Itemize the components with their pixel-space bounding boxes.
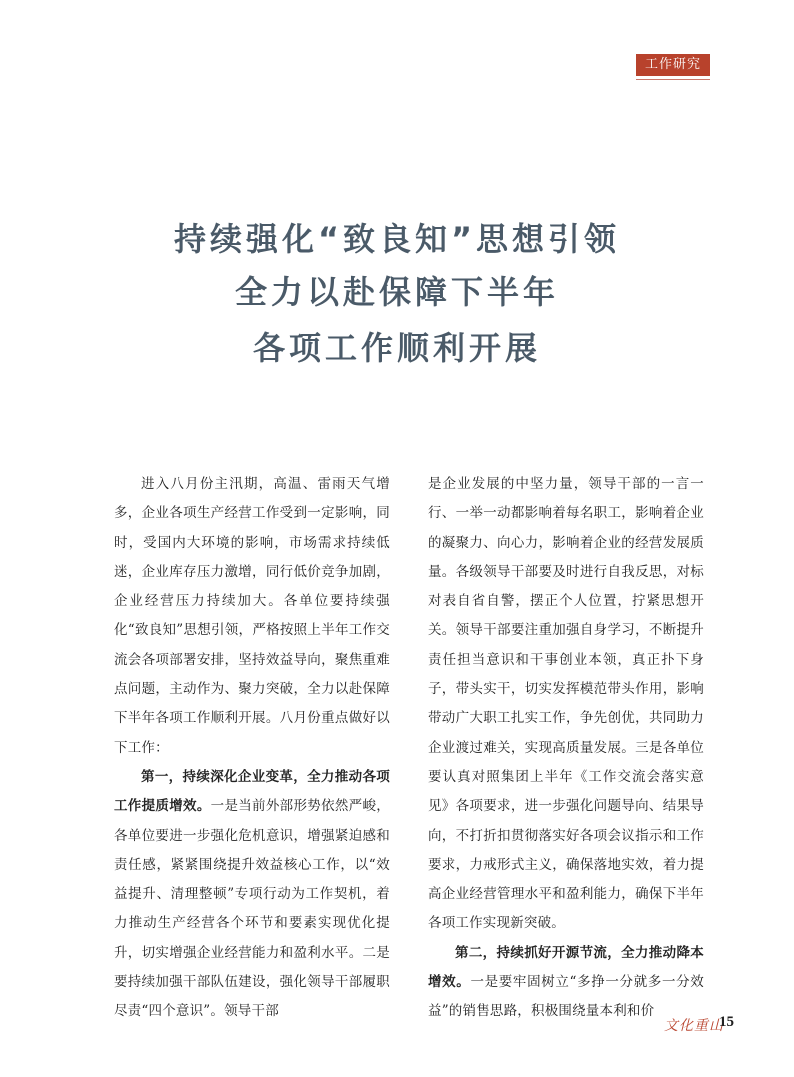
magazine-logo: 文化重山 <box>664 1018 724 1034</box>
page-number: 15 <box>719 1014 734 1030</box>
paragraph-second-point <box>428 939 704 1027</box>
paragraph-intro: 进入八月份主汛期，高温、雷雨天气增多，企业各项生产经营工作受到一定影响，同时，受国内大环境的影响，市场需求持续低迷，企业库存压力激增，同行低价竞争加剧，企业经营压力持续加大。各单位要持续强化“致良知”思想引领，严格按照上半年工作交流会各项部署安排，坚持效益导向，聚焦重难点问题，主动作为、聚力突破，全力以赴保障下半年各项工作顺利开展。八月份重点做好以下工作： <box>114 476 390 756</box>
article-title-line-2: 全力以赴保障下半年 <box>234 273 559 311</box>
paragraph-first-point <box>114 763 390 1027</box>
section-tag-underline <box>636 79 710 80</box>
first-point-body: 一是当前外部形势依然严峻，各单位要进一步强化危机意识，增强紧迫感和责任感，紧紧围绕提升效益核心工作，以“效益提升、清理整顿”专项行动为工作契机，着力推动生产经营各个环节和要素实现优化提升，切实增强企业经营能力和盈利水平。二是要持续加强干部队伍建设，强化领导干部履职尽责“四个意识”。领导干部 <box>114 798 390 1020</box>
article-title-line-3: 各项工作顺利开展 <box>252 329 541 367</box>
left-column <box>114 470 390 1027</box>
first-point-heading: 第一，持续深化企业变革，全力推动各项工作提质增效。 <box>114 768 390 815</box>
paragraph-first-point-continued: 是企业发展的中坚力量，领导干部的一言一行、一举一动都影响着每名职工，影响着企业的凝聚力、向心力，影响着企业的经营发展质量。各级领导干部要及时进行自我反思，对标对表自省自警，摆正个人位置，拧紧思想开关。领导干部要注重加强自身学习，不断提升责任担当意识和干事创业本领，真正扑下身子，带头实干，切实发挥模范带头作用，影响带动广大职工扎实工作，争先创优，共同助力企业渡过难关，实现高质量发展。三是各单位要认真对照集团上半年《工作交流会落实意见》各项要求，进一步强化问题导向、结果导向，不打折扣贯彻落实好各项会议指示和工作要求，力戒形式主义，确保落地实效，着力提高企业经营管理水平和盈利能力，确保下半年各项工作实现新突破。 <box>428 476 704 932</box>
article-title-line-1: 持续强化“致良知”思想引领 <box>173 220 621 258</box>
right-column <box>428 470 704 1027</box>
second-point-heading: 第二，持续抓好开源节流，全力推动降本增效。 <box>428 944 704 991</box>
section-tag: 工作研究 <box>636 54 710 76</box>
second-point-body: 一是要牢固树立“多挣一分就多一分效益”的销售思路，积极围绕量本利和价 <box>428 974 704 1020</box>
